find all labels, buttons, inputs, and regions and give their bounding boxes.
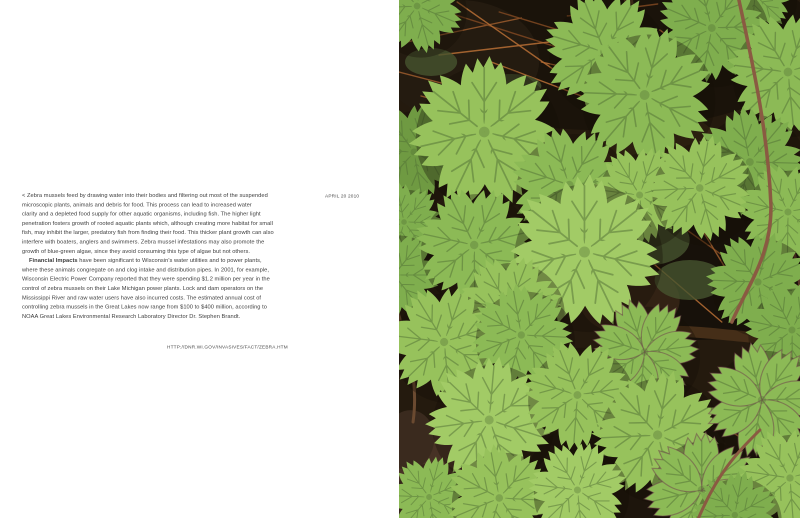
text-line: [22, 210, 302, 219]
text-line: [22, 303, 302, 312]
line-text: fish, may inhibit the larger, predatory fish from finding their food. This thicker plant growth can also: [22, 229, 274, 236]
line-text: Zebra mussels feed by drawing water into their bodies and filtering out most of the suspended: [27, 192, 268, 199]
source-url: HTTP://DNR.WI.GOV/INVASIVES/FACT/ZEBRA.HTM: [167, 344, 288, 350]
text-line: [22, 256, 302, 265]
text-line: [22, 191, 302, 200]
line-text: control of zebra mussels on their Lake Michigan power plants. Lock and dam operators on the: [22, 285, 264, 292]
bold-lead: Financial Impacts: [29, 257, 78, 264]
text-line: [22, 275, 302, 284]
text-line: [22, 293, 302, 302]
line-text: Wisconsin Electric Power Company reported that they were spending $1.2 million per year in the: [22, 276, 270, 283]
line-text: growth of blue-green algae, since they avoid consuming this type of algae but not others.: [22, 248, 250, 255]
line-text: NOAA Great Lakes Environmental Research Laboratory Director Dr. Stephen Brandt.: [22, 313, 241, 320]
right-photo-page: [399, 0, 800, 518]
line-text: clarity and a depleted food supply for other aquatic organisms, including fish. The higher light: [22, 211, 261, 218]
line-text: <: [22, 192, 28, 199]
text-line: [22, 237, 302, 246]
line-text: microscopic plants, animals and debris for food. This process can lead to increased water: [22, 201, 252, 208]
text-line: [22, 284, 302, 293]
left-text-page: [0, 0, 399, 518]
text-line: [22, 265, 302, 274]
article-text: [22, 191, 302, 321]
line-text: penetration fosters growth of rooted aquatic plants which, although creating more habitat for small: [22, 220, 273, 227]
line-text: Mississippi River and raw water users have also incurred costs. The estimated annual cost of: [22, 294, 262, 301]
text-line: [22, 312, 302, 321]
date-label: APRIL 20 2010: [325, 193, 360, 199]
text-line: [22, 228, 302, 237]
leaves-photo: [399, 0, 800, 518]
line-text: where these animals congregate on and clog intake and distribution pipes. In 2001, for example,: [22, 266, 269, 273]
line-text: have been significant to Wisconsin's water utilities and to power plants,: [77, 257, 262, 264]
text-line: [22, 247, 302, 256]
line-text: interfere with boaters, anglers and swimmers. Zebra mussel infestations may also promote the: [22, 238, 265, 245]
line-text: controlling zebra mussels in the Great Lakes now range from $100 to $400 million, according to: [22, 304, 267, 311]
text-line: [22, 219, 302, 228]
text-line: [22, 200, 302, 209]
